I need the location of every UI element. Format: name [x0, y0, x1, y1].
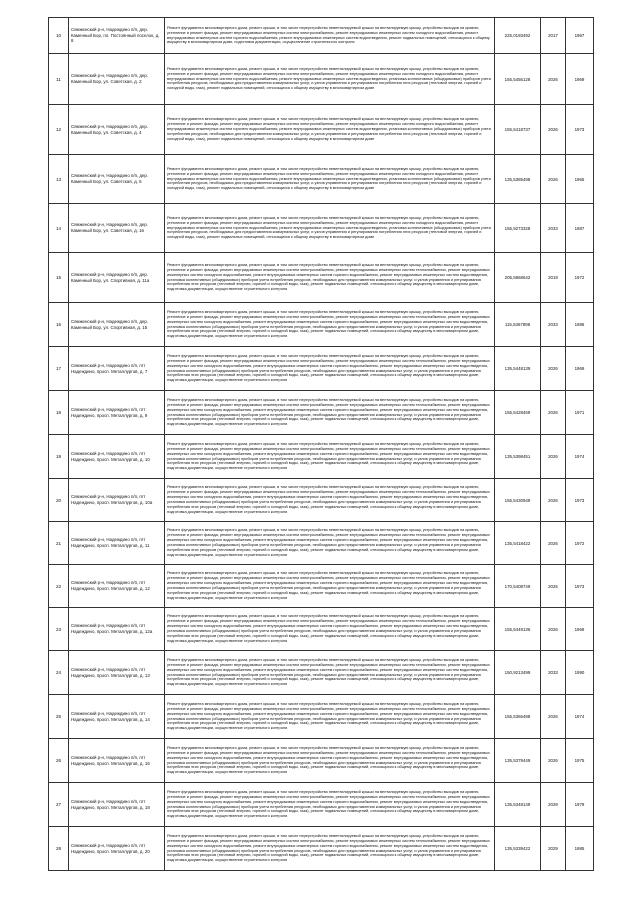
- row-address-text: Сямженский р-н, Надеждино п/п, пгт Надеждино, просп. Металлургов, д. 12: [71, 580, 150, 591]
- row-address-text: Сямженский р-н, Надеждино п/п, дер. Каменный Бор, ул. Советская, д. 16: [71, 222, 149, 233]
- table-row: [49, 827, 594, 871]
- row-build-year: [566, 435, 594, 479]
- table-row: [49, 253, 594, 303]
- table-row: [49, 435, 594, 479]
- row-works-description-text: Ремонт фундамента многоквартирного дома, ремонт крыши, в том числе переустройство невентилируемой крыши на вентилируемую крышу, устройство выходов на кровлю, утепление и ремонт фасада, ремонт внутридомовых инженерных систем электроснабжения, ремонт внутридомовых инженерных систем теплоснабжения, ремонт внутридомовых инженерных систем холодного водоснабжения, ремонт внутридомовых инженерных систем горячего водоснабжения, ремонт внутридомовых инженерных систем водоотведения, установка коллективных (общедомовых) приборов учета потребления ресурсов, необходимых для предоставления коммунальных услуг, и узлов управления и регулирования потребления этих ресурсов (тепловой энергии, горячей и холодной воды, газа), ремонт подвальных помещений, относящихся к общему имуществу в многоквартирном доме, подготовка документации, осуществление строительного контроля: [167, 309, 490, 339]
- row-planned-year-text: 2026: [548, 76, 558, 82]
- row-address: [69, 54, 165, 105]
- row-planned-year: [541, 105, 566, 155]
- row-build-year-text: 1972: [574, 540, 585, 546]
- row-number-text: 19: [55, 454, 62, 459]
- row-cost-sum-text: 155,5428469: [504, 410, 531, 415]
- row-planned-year: [541, 347, 566, 391]
- row-planned-year: [541, 54, 566, 105]
- row-address: [69, 155, 165, 204]
- row-works-description: [165, 435, 495, 479]
- row-works-description: [165, 827, 495, 871]
- row-planned-year: [541, 522, 566, 565]
- row-works-description: [165, 565, 495, 608]
- row-works-description: [165, 479, 495, 522]
- row-number-text: 26: [55, 758, 62, 763]
- row-cost-sum-text: 155,9273328: [504, 225, 531, 231]
- row-planned-year: [541, 435, 566, 479]
- row-cost-sum: [495, 522, 541, 565]
- row-works-description-text: Ремонт фундамента многоквартирного дома, ремонт крыши, в том числе переустройство невентилируемой крыши на вентилируемую крышу, устройство выходов на кровлю, утепление и ремонт фасада, ремонт внутридомовых инженерных систем электроснабжения, ремонт внутридомовых инженерных систем холодного водоснабжения, ремонт внутридомовых инженерных систем горячего водоснабжения, ремонт внутридомовых инженерных систем водоотведения, ремонт подвальных помещений, относящихся к общему имуществу в многоквартирном доме, подготовка документации, осуществление строительного контроля: [167, 25, 490, 45]
- row-works-description-text: Ремонт фундамента многоквартирного дома, ремонт крыши, в том числе переустройство невентилируемой крыши на вентилируемую крышу, устройство выходов на кровлю, утепление и ремонт фасада, ремонт внутридомовых инженерных систем электроснабжения, ремонт внутридомовых инженерных систем холодного водоснабжения, ремонт внутридомовых инженерных систем горячего водоснабжения, ремонт внутридомовых инженерных систем водоотведения, установка коллективных (общедомовых) приборов учета потребления ресурсов, необходимых для предоставления коммунальных услуг, и узлов управления и регулирования потребления этих ресурсов (тепловой энергии, горячей и холодной воды, газа), ремонт подвальных помещений, относящихся к общему имуществу в многоквартирном доме: [167, 166, 491, 191]
- row-address: [69, 391, 165, 435]
- row-address-text: Сямженский р-н, Надеждино п/п, пгт Надеждино, просп. Металлургов, д. 14: [71, 710, 150, 722]
- row-build-year-text: 1965: [574, 176, 585, 182]
- row-address: [69, 435, 165, 479]
- row-build-year-text: 1972: [574, 275, 585, 280]
- row-planned-year-text: 2017: [548, 33, 558, 38]
- row-address: [69, 18, 165, 54]
- row-build-year: [566, 695, 594, 739]
- row-number: [49, 522, 69, 565]
- row-address: [69, 479, 165, 522]
- row-address-text: Сямженский р-н, Надеждино п/п, пгт Надеждино, просп. Металлургов, д. 7: [71, 362, 148, 374]
- row-build-year: [566, 608, 594, 651]
- row-build-year-text: 1974: [574, 714, 585, 719]
- row-cost-sum-text: 135,5339422: [504, 846, 531, 851]
- row-planned-year-text: 2019: [548, 275, 558, 280]
- row-number-text: 25: [55, 714, 62, 719]
- row-address-text: Сямженский р-н, Надеждино п/п, дер. Каменный Бор, ул. Спортивная, д. 11а: [71, 271, 150, 283]
- row-build-year-text: 1971: [574, 410, 585, 415]
- row-cost-sum: [495, 695, 541, 739]
- row-planned-year: [541, 783, 566, 827]
- row-planned-year-text: 2029: [548, 846, 558, 851]
- row-build-year: [566, 347, 594, 391]
- row-planned-year: [541, 565, 566, 608]
- row-cost-sum-text: 135,5418422: [504, 540, 531, 546]
- row-address: [69, 522, 165, 565]
- row-number-text: 18: [55, 410, 62, 415]
- table-body: [49, 18, 594, 871]
- row-number: [49, 204, 69, 253]
- row-planned-year-text: 2033: [548, 322, 558, 327]
- row-number: [49, 54, 69, 105]
- row-build-year: [566, 391, 594, 435]
- row-cost-sum: [495, 155, 541, 204]
- row-number-text: 16: [55, 322, 62, 327]
- row-number: [49, 391, 69, 435]
- row-cost-sum: [495, 347, 541, 391]
- row-number-text: 17: [55, 366, 62, 371]
- row-works-description: [165, 303, 495, 347]
- row-number-text: 12: [55, 127, 62, 132]
- row-build-year: [566, 18, 594, 54]
- row-cost-sum: [495, 608, 541, 651]
- row-address-text: Сямженский р-н, Надеждино п/п, дер. Каменный Бор, ул. Советская, д. 4: [71, 123, 149, 135]
- table-row: [49, 608, 594, 651]
- row-cost-sum-text: 135,5385498: [504, 176, 531, 182]
- row-number: [49, 827, 69, 871]
- row-works-description: [165, 783, 495, 827]
- row-build-year-text: 1969: [574, 626, 585, 632]
- row-planned-year: [541, 391, 566, 435]
- row-build-year-text: 1985: [574, 846, 585, 851]
- row-cost-sum: [495, 565, 541, 608]
- row-number-text: 22: [55, 583, 62, 589]
- row-number-text: 24: [55, 670, 62, 675]
- table-row: [49, 347, 594, 391]
- row-works-description-text: Ремонт фундамента многоквартирного дома, ремонт крыши, в том числе переустройство невентилируемой крыши на вентилируемую крышу, устройство выходов на кровлю, утепление и ремонт фасада, ремонт внутридомовых инженерных систем электроснабжения, ремонт внутридомовых инженерных систем теплоснабжения, ремонт внутридомовых инженерных систем холодного водоснабжения, ремонт внутридомовых инженерных систем горячего водоснабжения, ремонт внутридомовых инженерных систем водоотведения, установка коллективных (общедомовых) приборов учета потребления ресурсов, необходимых для предоставления коммунальных услуг, и узлов управления и регулирования потребления этих ресурсов (тепловой энергии, горячей и холодной воды, газа), ремонт подвальных помещений, относящихся к общему имуществу в многоквартирном доме, подготовка документации, осуществление строительного контроля: [167, 397, 490, 427]
- row-build-year-text: 1973: [574, 127, 585, 132]
- row-address: [69, 739, 165, 783]
- row-cost-sum-text: 135,5398451: [504, 454, 531, 459]
- row-build-year-text: 1974: [574, 454, 585, 459]
- row-cost-sum-text: 225,0193492: [504, 33, 531, 38]
- row-build-year: [566, 522, 594, 565]
- row-works-description: [165, 522, 495, 565]
- row-planned-year-text: 2033: [548, 670, 558, 675]
- row-address: [69, 347, 165, 391]
- row-works-description: [165, 391, 495, 435]
- row-cost-sum: [495, 435, 541, 479]
- row-works-description: [165, 608, 495, 651]
- table-row: [49, 695, 594, 739]
- row-address: [69, 695, 165, 739]
- table-row: [49, 565, 594, 608]
- row-works-description-text: Ремонт фундамента многоквартирного дома, ремонт крыши, в том числе переустройство невентилируемой крыши на вентилируемую крышу, устройство выходов на кровлю, утепление и ремонт фасада, ремонт внутридомовых инженерных систем электроснабжения, ремонт внутридомовых инженерных систем теплоснабжения, ремонт внутридомовых инженерных систем холодного водоснабжения, ремонт внутридомовых инженерных систем горячего водоснабжения, ремонт внутридомовых инженерных систем водоотведения, установка коллективных (общедомовых) приборов учета потребления ресурсов, необходимых для предоставления коммунальных услуг, и узлов управления и регулирования потребления этих ресурсов (тепловой энергии, горячей и холодной воды, газа), ремонт подвальных помещений, относящихся к общему имуществу в многоквартирном доме, подготовка документации, осуществление строительного контроля: [167, 789, 490, 819]
- row-planned-year-text: 2026: [548, 540, 558, 546]
- row-build-year: [566, 253, 594, 303]
- row-cost-sum: [495, 105, 541, 155]
- row-works-description-text: Ремонт фундамента многоквартирного дома, ремонт крыши, в том числе переустройство невентилируемой крыши на вентилируемую крышу, устройство выходов на кровлю, утепление и ремонт фасада, ремонт внутридомовых инженерных систем электроснабжения, ремонт внутридомовых инженерных систем теплоснабжения, ремонт внутридомовых инженерных систем холодного водоснабжения, ремонт внутридомовых инженерных систем горячего водоснабжения, ремонт внутридомовых инженерных систем водоотведения, установка коллективных (общедомовых) приборов учета потребления ресурсов, необходимых для предоставления коммунальных услуг, и узлов управления и регулирования потребления этих ресурсов (тепловой энергии, горячей и холодной воды, газа), ремонт подвальных помещений, относящихся к общему имуществу в многоквартирном доме, подготовка документации, осуществление строительного контроля: [167, 528, 490, 557]
- row-cost-sum-text: 135,5348149: [504, 802, 531, 807]
- row-build-year: [566, 651, 594, 695]
- row-cost-sum: [495, 253, 541, 303]
- row-number-text: 14: [55, 225, 62, 231]
- row-cost-sum-text: 170,5408749: [504, 583, 531, 589]
- row-cost-sum: [495, 651, 541, 695]
- row-planned-year-text: 2026: [548, 497, 558, 503]
- row-planned-year: [541, 479, 566, 522]
- row-cost-sum: [495, 303, 541, 347]
- row-cost-sum: [495, 739, 541, 783]
- row-planned-year: [541, 18, 566, 54]
- row-number: [49, 565, 69, 608]
- table-row: [49, 155, 594, 204]
- row-address-text: Сямженский р-н, Надеждино п/п, пгт Надеждино, просп. Металлургов, д. 10: [71, 450, 150, 462]
- row-cost-sum: [495, 18, 541, 54]
- row-planned-year-text: 2026: [548, 758, 558, 763]
- table-row: [49, 204, 594, 253]
- row-build-year-text: 1986: [574, 322, 585, 327]
- row-address: [69, 783, 165, 827]
- row-number: [49, 783, 69, 827]
- row-planned-year-text: 2033: [548, 225, 558, 231]
- row-build-year-text: 1979: [574, 802, 585, 807]
- row-number-text: 27: [55, 802, 62, 807]
- table-row: [49, 303, 594, 347]
- row-cost-sum-text: 150,9213499: [504, 670, 531, 675]
- row-address: [69, 253, 165, 303]
- row-works-description-text: Ремонт фундамента многоквартирного дома, ремонт крыши, в том числе переустройство невентилируемой крыши на вентилируемую крышу, устройство выходов на кровлю, утепление и ремонт фасада, ремонт внутридомовых инженерных систем электроснабжения, ремонт внутридомовых инженерных систем холодного водоснабжения, ремонт внутридомовых инженерных систем горячего водоснабжения, ремонт внутридомовых инженерных систем водоотведения, установка коллективных (общедомовых) приборов учета потребления ресурсов, необходимых для предоставления коммунальных услуг, и узлов управления и регулирования потребления этих ресурсов (тепловой энергии, горячей и холодной воды, газа), ремонт подвальных помещений, относящихся к общему имуществу в многоквартирном доме: [167, 117, 491, 141]
- row-works-description: [165, 18, 495, 54]
- row-works-description: [165, 105, 495, 155]
- row-address: [69, 303, 165, 347]
- row-number-text: 28: [55, 846, 62, 851]
- row-works-description-text: Ремонт фундамента многоквартирного дома, ремонт крыши, в том числе переустройство невентилируемой крыши на вентилируемую крышу, устройство выходов на кровлю, утепление и ремонт фасада, ремонт внутридомовых инженерных систем электроснабжения, ремонт внутридомовых инженерных систем теплоснабжения, ремонт внутридомовых инженерных систем холодного водоснабжения, ремонт внутридомовых инженерных систем горячего водоснабжения, ремонт внутридомовых инженерных систем водоотведения, установка коллективных (общедомовых) приборов учета потребления ресурсов, необходимых для предоставления коммунальных услуг, и узлов управления и регулирования потребления этих ресурсов (тепловой энергии, горячей и холодной воды, газа), ремонт подвальных помещений, относящихся к общему имуществу в многоквартирном доме, подготовка документации, осуществление строительного контроля: [167, 571, 490, 600]
- row-planned-year: [541, 695, 566, 739]
- row-planned-year: [541, 651, 566, 695]
- row-number-text: 10: [55, 33, 62, 38]
- row-number: [49, 253, 69, 303]
- row-works-description-text: Ремонт фундамента многоквартирного дома, ремонт крыши, в том числе переустройство невентилируемой крыши на вентилируемую крышу, устройство выходов на кровлю, утепление и ремонт фасада, ремонт внутридомовых инженерных систем электроснабжения, ремонт внутридомовых инженерных систем холодного водоснабжения, ремонт внутридомовых инженерных систем горячего водоснабжения, ремонт внутридомовых инженерных систем водоотведения, установка коллективных (общедомовых) приборов учета потребления ресурсов, необходимых для предоставления коммунальных услуг, и узлов управления и регулирования потребления этих ресурсов (тепловой энергии, горячей и холодной воды, газа), ремонт подвальных помещений, относящихся к общему имуществу в многоквартирном доме: [167, 215, 491, 240]
- row-address-text: Сямженский р-н, Надеждино п/п, пгт Надеждино, просп. Металлургов, д. 13: [71, 666, 150, 678]
- row-number-text: 21: [55, 540, 62, 546]
- row-planned-year-text: 2026: [548, 366, 558, 371]
- row-address: [69, 565, 165, 608]
- row-cost-sum: [495, 204, 541, 253]
- row-build-year: [566, 783, 594, 827]
- row-number-text: 11: [56, 76, 61, 82]
- table-row: [49, 391, 594, 435]
- row-works-description: [165, 155, 495, 204]
- row-build-year: [566, 565, 594, 608]
- row-build-year: [566, 105, 594, 155]
- row-works-description: [165, 739, 495, 783]
- row-build-year-text: 1975: [574, 758, 585, 763]
- row-planned-year: [541, 155, 566, 204]
- row-cost-sum-text: 135,5448139: [504, 366, 531, 371]
- row-number: [49, 695, 69, 739]
- row-build-year: [566, 155, 594, 204]
- row-works-description-text: Ремонт фундамента многоквартирного дома, ремонт крыши, в том числе переустройство невентилируемой крыши на вентилируемую крышу, устройство выходов на кровлю, утепление и ремонт фасада, ремонт внутридомовых инженерных систем электроснабжения, ремонт внутридомовых инженерных систем теплоснабжения, ремонт внутридомовых инженерных систем холодного водоснабжения, ремонт внутридомовых инженерных систем горячего водоснабжения, ремонт внутридомовых инженерных систем водоотведения, установка коллективных (общедомовых) приборов учета потребления ресурсов, необходимых для предоставления коммунальных услуг, и узлов управления и регулирования потребления этих ресурсов (тепловой энергии, горячей и холодной воды, газа), ремонт подвальных помещений, относящихся к общему имуществу в многоквартирном доме, подготовка документации, осуществление строительного контроля: [167, 657, 490, 687]
- row-number: [49, 651, 69, 695]
- table-row: [49, 783, 594, 827]
- row-works-description-text: Ремонт фундамента многоквартирного дома, ремонт крыши, в том числе переустройство невентилируемой крыши на вентилируемую крышу, устройство выходов на кровлю, утепление и ремонт фасада, ремонт внутридомовых инженерных систем электроснабжения, ремонт внутридомовых инженерных систем теплоснабжения, ремонт внутридомовых инженерных систем холодного водоснабжения, ремонт внутридомовых инженерных систем горячего водоснабжения, ремонт внутридомовых инженерных систем водоотведения, установка коллективных (общедомовых) приборов учета потребления ресурсов, необходимых для предоставления коммунальных услуг, и узлов управления и регулирования потребления этих ресурсов (тепловой энергии, горячей и холодной воды, газа), ремонт подвальных помещений, относящихся к общему имуществу в многоквартирном доме, подготовка документации, осуществление строительного контроля: [167, 441, 490, 471]
- row-works-description: [165, 204, 495, 253]
- row-address-text: Сямженский р-н, Надеждино п/п, дер. Каменный Бор, ул. Советская, д. 2: [71, 73, 149, 84]
- row-works-description: [165, 651, 495, 695]
- table-row: [49, 54, 594, 105]
- row-cost-sum-text: 205,5868642: [504, 275, 531, 280]
- row-address-text: Сямженский р-н, Надеждино п/п, пгт Надеждино, просп. Металлургов, д. 16: [71, 754, 150, 766]
- row-works-description-text: Ремонт фундамента многоквартирного дома, ремонт крыши, в том числе переустройство невентилируемой крыши на вентилируемую крышу, устройство выходов на кровлю, утепление и ремонт фасада, ремонт внутридомовых инженерных систем электроснабжения, ремонт внутридомовых инженерных систем теплоснабжения, ремонт внутридомовых инженерных систем холодного водоснабжения, ремонт внутридомовых инженерных систем горячего водоснабжения, ремонт внутридомовых инженерных систем водоотведения, установка коллективных (общедомовых) приборов учета потребления ресурсов, необходимых для предоставления коммунальных услуг, и узлов управления и регулирования потребления этих ресурсов (тепловой энергии, горячей и холодной воды, газа), ремонт подвальных помещений, относящихся к общему имуществу в многоквартирном доме, подготовка документации, осуществление строительного контроля: [167, 614, 490, 643]
- row-number: [49, 347, 69, 391]
- document-page: [48, 17, 593, 871]
- row-works-description-text: Ремонт фундамента многоквартирного дома, ремонт крыши, в том числе переустройство невентилируемой крыши на вентилируемую крышу, устройство выходов на кровлю, утепление и ремонт фасада, ремонт внутридомовых инженерных систем электроснабжения, ремонт внутридомовых инженерных систем теплоснабжения, ремонт внутридомовых инженерных систем холодного водоснабжения, ремонт внутридомовых инженерных систем горячего водоснабжения, ремонт внутридомовых инженерных систем водоотведения, установка коллективных (общедомовых) приборов учета потребления ресурсов, необходимых для предоставления коммунальных услуг, и узлов управления и регулирования потребления этих ресурсов (тепловой энергии, горячей и холодной воды, газа), ремонт подвальных помещений, относящихся к общему имуществу в многоквартирном доме, подготовка документации, осуществление строительного контроля: [167, 701, 490, 731]
- row-number: [49, 18, 69, 54]
- row-build-year-text: 1969: [574, 76, 585, 82]
- row-cost-sum-text: 155,5366498: [504, 714, 531, 719]
- table-row: [49, 18, 594, 54]
- row-works-description: [165, 253, 495, 303]
- row-build-year-text: 1969: [574, 366, 585, 371]
- row-address-text: Сямженский р-н, Надеждино п/п, пгт Надеждино, просп. Металлургов, д. 10а: [71, 494, 153, 505]
- row-planned-year: [541, 608, 566, 651]
- row-planned-year: [541, 739, 566, 783]
- row-planned-year-text: 2025: [548, 583, 558, 589]
- row-address-text: Сямженский р-н, Надеждино п/п, дер. Каменный Бор, ул. Спортивная, д. 15: [71, 318, 149, 330]
- row-works-description-text: Ремонт фундамента многоквартирного дома, ремонт крыши, в том числе переустройство невентилируемой крыши на вентилируемую крышу, устройство выходов на кровлю, утепление и ремонт фасада, ремонт внутридомовых инженерных систем электроснабжения, ремонт внутридомовых инженерных систем холодного водоснабжения, ремонт внутридомовых инженерных систем горячего водоснабжения, ремонт внутридомовых инженерных систем водоотведения, установка коллективных (общедомовых) приборов учета потребления ресурсов, необходимых для предоставления коммунальных услуг, и узлов управления и регулирования потребления этих ресурсов (тепловой энергии, горячей и холодной воды, газа), ремонт подвальных помещений, относящихся к общему имуществу в многоквартирном доме: [167, 66, 491, 91]
- row-planned-year-text: 2026: [548, 410, 558, 415]
- row-address: [69, 651, 165, 695]
- row-planned-year-text: 2026: [548, 176, 558, 182]
- table-row: [49, 479, 594, 522]
- row-address: [69, 608, 165, 651]
- row-build-year: [566, 479, 594, 522]
- row-number-text: 20: [55, 497, 62, 503]
- row-cost-sum-text: 155,5456128: [504, 76, 531, 82]
- row-number: [49, 303, 69, 347]
- row-address-text: Сямженский р-н, Надеждино п/п, пгт Надеждино, просп. Металлургов, д. 9: [71, 406, 148, 418]
- row-works-description: [165, 695, 495, 739]
- row-address-text: Сямженский р-н, Надеждино п/п, пгт Надеждино, просп. Металлургов, д. 20: [71, 842, 150, 854]
- row-build-year-text: 1990: [574, 670, 585, 675]
- table-row: [49, 522, 594, 565]
- row-works-description-text: Ремонт фундамента многоквартирного дома, ремонт крыши, в том числе переустройство невентилируемой крыши на вентилируемую крышу, устройство выходов на кровлю, утепление и ремонт фасада, ремонт внутридомовых инженерных систем электроснабжения, ремонт внутридомовых инженерных систем теплоснабжения, ремонт внутридомовых инженерных систем холодного водоснабжения, ремонт внутридомовых инженерных систем горячего водоснабжения, ремонт внутридомовых инженерных систем водоотведения, установка коллективных (общедомовых) приборов учета потребления ресурсов, необходимых для предоставления коммунальных услуг, и узлов управления и регулирования потребления этих ресурсов (тепловой энергии, горячей и холодной воды, газа), ремонт подвальных помещений, относящихся к общему имуществу в многоквартирном доме, подготовка документации, осуществление строительного контроля: [167, 485, 490, 514]
- row-address: [69, 204, 165, 253]
- row-number: [49, 105, 69, 155]
- row-address-text: Сямженский р-н, Надеждино п/п, пгт Надеждино, просп. Металлургов, д. 12а: [71, 623, 153, 634]
- row-number: [49, 435, 69, 479]
- row-cost-sum-text: 155,5418737: [504, 127, 531, 132]
- row-build-year: [566, 303, 594, 347]
- row-number-text: 13: [55, 176, 62, 182]
- row-cost-sum: [495, 479, 541, 522]
- row-planned-year-text: 2026: [548, 626, 558, 632]
- row-build-year: [566, 739, 594, 783]
- row-cost-sum: [495, 783, 541, 827]
- row-build-year: [566, 204, 594, 253]
- row-cost-sum-text: 115,5367896: [504, 322, 531, 327]
- row-build-year-text: 1967: [574, 33, 585, 38]
- row-build-year-text: 1973: [574, 583, 585, 589]
- row-planned-year-text: 2026: [548, 127, 558, 132]
- row-cost-sum: [495, 391, 541, 435]
- row-planned-year: [541, 303, 566, 347]
- row-number: [49, 479, 69, 522]
- row-works-description-text: Ремонт фундамента многоквартирного дома, ремонт крыши, в том числе переустройство невентилируемой крыши на вентилируемую крышу, устройство выходов на кровлю, утепление и ремонт фасада, ремонт внутридомовых инженерных систем электроснабжения, ремонт внутридомовых инженерных систем теплоснабжения, ремонт внутридомовых инженерных систем холодного водоснабжения, ремонт внутридомовых инженерных систем горячего водоснабжения, ремонт внутридомовых инженерных систем водоотведения, установка коллективных (общедомовых) приборов учета потребления ресурсов, необходимых для предоставления коммунальных услуг, и узлов управления и регулирования потребления этих ресурсов (тепловой энергии, горячей и холодной воды, газа), ремонт подвальных помещений, относящихся к общему имуществу в многоквартирном доме, подготовка документации, осуществление строительного контроля: [167, 833, 490, 863]
- row-works-description: [165, 347, 495, 391]
- table-row: [49, 105, 594, 155]
- row-works-description-text: Ремонт фундамента многоквартирного дома, ремонт крыши, в том числе переустройство невентилируемой крыши на вентилируемую крышу, устройство выходов на кровлю, утепление и ремонт фасада, ремонт внутридомовых инженерных систем электроснабжения, ремонт внутридомовых инженерных систем теплоснабжения, ремонт внутридомовых инженерных систем холодного водоснабжения, ремонт внутридомовых инженерных систем горячего водоснабжения, ремонт внутридомовых инженерных систем водоотведения, установка коллективных (общедомовых) приборов учета потребления ресурсов, необходимых для предоставления коммунальных услуг, и узлов управления и регулирования потребления этих ресурсов (тепловой энергии, горячей и холодной воды, газа), ремонт подвальных помещений, относящихся к общему имуществу в многоквартирном доме, подготовка документации, осуществление строительного контроля: [167, 262, 490, 292]
- row-address: [69, 827, 165, 871]
- row-number-text: 23: [55, 626, 62, 632]
- repair-program-table: [48, 17, 594, 871]
- row-works-description-text: Ремонт фундамента многоквартирного дома, ремонт крыши, в том числе переустройство невентилируемой крыши на вентилируемую крышу, устройство выходов на кровлю, утепление и ремонт фасада, ремонт внутридомовых инженерных систем электроснабжения, ремонт внутридомовых инженерных систем теплоснабжения, ремонт внутридомовых инженерных систем холодного водоснабжения, ремонт внутридомовых инженерных систем горячего водоснабжения, ремонт внутридомовых инженерных систем водоотведения, установка коллективных (общедомовых) приборов учета потребления ресурсов, необходимых для предоставления коммунальных услуг, и узлов управления и регулирования потребления этих ресурсов (тепловой энергии, горячей и холодной воды, газа), ремонт подвальных помещений, относящихся к общему имуществу в многоквартирном доме, подготовка документации, осуществление строительного контроля: [167, 353, 490, 383]
- row-planned-year: [541, 827, 566, 871]
- row-cost-sum-text: 135,5379449: [504, 758, 531, 763]
- row-build-year-text: 1987: [574, 225, 585, 231]
- row-planned-year-text: 2026: [548, 454, 558, 459]
- row-address: [69, 105, 165, 155]
- row-works-description-text: Ремонт фундамента многоквартирного дома, ремонт крыши, в том числе переустройство невентилируемой крыши на вентилируемую крышу, устройство выходов на кровлю, утепление и ремонт фасада, ремонт внутридомовых инженерных систем электроснабжения, ремонт внутридомовых инженерных систем теплоснабжения, ремонт внутридомовых инженерных систем холодного водоснабжения, ремонт внутридомовых инженерных систем горячего водоснабжения, ремонт внутридомовых инженерных систем водоотведения, установка коллективных (общедомовых) приборов учета потребления ресурсов, необходимых для предоставления коммунальных услуг, и узлов управления и регулирования потребления этих ресурсов (тепловой энергии, горячей и холодной воды, газа), ремонт подвальных помещений, относящихся к общему имуществу в многоквартирном доме, подготовка документации, осуществление строительного контроля: [167, 745, 490, 775]
- row-number: [49, 155, 69, 204]
- row-address-text: Сямженский р-н, Надеждино п/п, дер. Каменный Бор, пл. Постоянный поселок, д. 8: [71, 27, 160, 44]
- row-planned-year-text: 2029: [548, 802, 558, 807]
- row-address-text: Сямженский р-н, Надеждино п/п, дер. Каменный Бор, ул. Советская, д. 6: [71, 173, 149, 184]
- row-build-year-text: 1973: [574, 497, 585, 503]
- row-planned-year-text: 2026: [548, 714, 558, 719]
- table-row: [49, 651, 594, 695]
- row-address-text: Сямженский р-н, Надеждино п/п, пгт Надеждино, просп. Металлургов, д. 18: [71, 798, 150, 810]
- row-number: [49, 608, 69, 651]
- row-number: [49, 739, 69, 783]
- table-row: [49, 739, 594, 783]
- row-works-description: [165, 54, 495, 105]
- row-cost-sum-text: 155,5449136: [504, 626, 531, 632]
- row-cost-sum: [495, 54, 541, 105]
- row-planned-year: [541, 204, 566, 253]
- row-cost-sum: [495, 827, 541, 871]
- row-number-text: 15: [55, 275, 62, 280]
- row-build-year: [566, 827, 594, 871]
- row-planned-year: [541, 253, 566, 303]
- row-cost-sum-text: 155,5430949: [504, 497, 531, 503]
- row-address-text: Сямженский р-н, Надеждино п/п, пгт Надеждино, просп. Металлургов, д. 11: [71, 537, 150, 548]
- row-build-year: [566, 54, 594, 105]
